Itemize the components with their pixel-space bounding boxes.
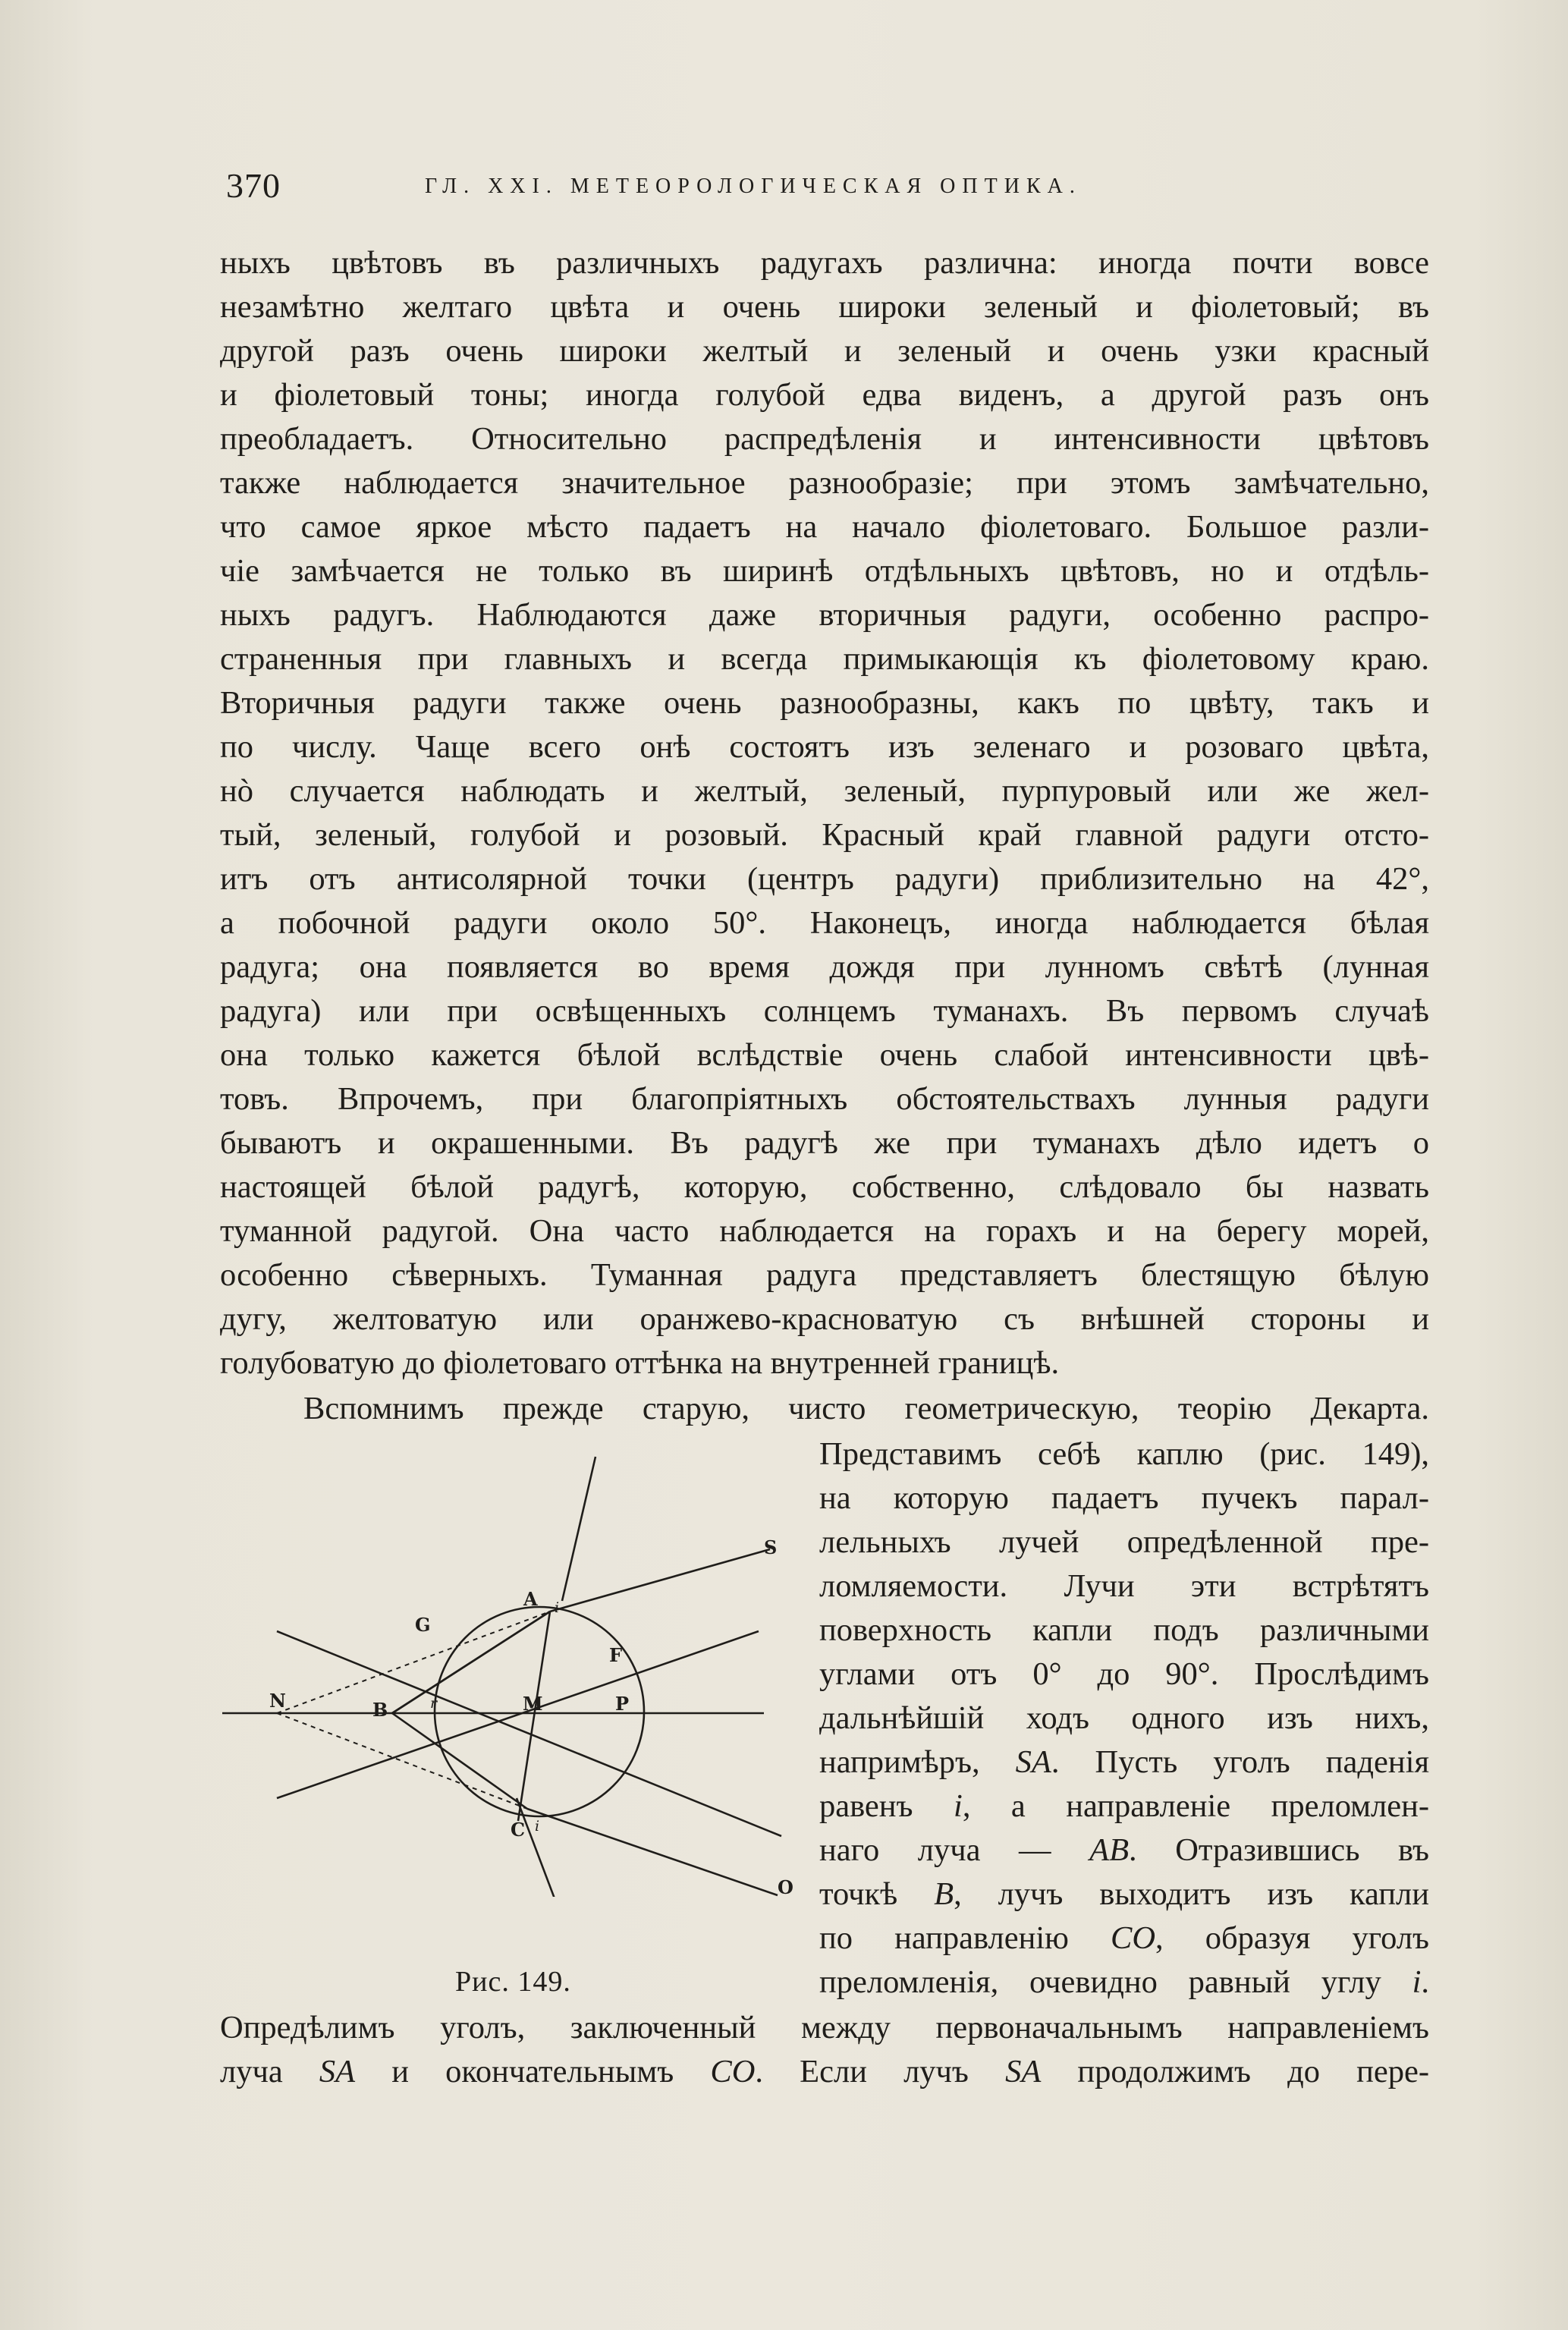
text-line	[220, 2056, 1429, 2089]
math-var: AB	[1089, 1832, 1130, 1868]
text-line: радуга; она появляется во время дождя при лунномъ свѣтѣ (лунная	[220, 949, 1429, 985]
text-line: товъ. Впрочемъ, при благопріятныхъ обстоятельствахъ лунныя радуги	[220, 1081, 1429, 1117]
text-line: другой разъ очень широки желтый и зеленый и очень узки красный	[220, 333, 1429, 369]
text-line: страненныя при главныхъ и всегда примыкающія къ фіолетовому краю.	[220, 641, 1429, 677]
label-a: A	[523, 1588, 538, 1610]
page-number: 370	[226, 166, 281, 205]
figure-caption: Рис. 149.	[455, 1966, 571, 1998]
text-line: Опредѣлимъ уголъ, заключенный между первоначальнымъ направленіемъ	[220, 2010, 1429, 2045]
text-line: итъ отъ антисолярной точки (центръ радуги) приблизительно на 42°,	[220, 861, 1429, 897]
running-title: ГЛ. XXI. МЕТЕОРОЛОГИЧЕСКАЯ ОПТИКА.	[425, 175, 1082, 198]
math-var: B	[934, 1876, 954, 1912]
text-line: чіе замѣчается не только въ ширинѣ отдѣльныхъ цвѣтовъ, но и отдѣль-	[220, 553, 1429, 589]
math-var: i	[1412, 1964, 1422, 2000]
text-line: тый, зеленый, голубой и розовый. Красный край главной радуги отсто-	[220, 817, 1429, 853]
label-f: F	[609, 1644, 623, 1666]
label-c: C	[511, 1819, 526, 1841]
text-line: Вторичныя радуги также очень разнообразны, какъ по цвѣту, такъ и	[220, 685, 1429, 721]
text-run: .	[1421, 1964, 1429, 2000]
text-run: преломленія, очевидно равный углу	[819, 1964, 1412, 2000]
math-var: SA	[1015, 1744, 1051, 1780]
side-text-line	[819, 1964, 1429, 2000]
text-line: что самое яркое мѣсто падаетъ на начало фіолетоваго. Большое разли-	[220, 509, 1429, 545]
incident-ray-sa	[550, 1549, 770, 1612]
label-n: N	[269, 1690, 286, 1712]
text-run: продолжимъ до пере-	[1041, 2054, 1429, 2089]
reflected-ray-bc	[392, 1713, 527, 1809]
side-text-line	[819, 1832, 1429, 1868]
side-text-line	[819, 1788, 1430, 1824]
text-line: настоящей бѣлой радугѣ, которую, собственно, слѣдовало бы назвать	[220, 1169, 1429, 1205]
side-text-line: углами отъ 0° до 90°. Прослѣдимъ	[819, 1656, 1429, 1692]
side-text-line: лельныхъ лучей опредѣленной пре-	[819, 1524, 1429, 1560]
text-run: равенъ	[819, 1788, 954, 1824]
text-run: . Если лучъ	[755, 2054, 1006, 2089]
lower-secant-line	[277, 1631, 781, 1836]
side-text-line: дальнѣйшій ходъ одного изъ нихъ,	[819, 1700, 1429, 1736]
text-line: она только кажется бѣлой вслѣдствіе очень слабой интенсивности цвѣ-	[220, 1037, 1429, 1073]
chord-ac	[518, 1612, 550, 1821]
side-text-line	[819, 1876, 1430, 1912]
label-m: M	[523, 1693, 543, 1715]
label-s: S	[764, 1536, 778, 1558]
text-line: особенно сѣверныхъ. Туманная радуга представляетъ блестящую бѣлую	[220, 1257, 1429, 1293]
text-run: по направленію	[819, 1920, 1111, 1956]
text-run: , а направленіе преломлен-	[962, 1788, 1430, 1824]
side-text-line	[819, 1920, 1430, 1956]
side-text-line: поверхность капли подъ различными	[819, 1612, 1429, 1648]
label-o: O	[778, 1876, 793, 1898]
math-var: CO	[710, 2054, 756, 2089]
text-line: также наблюдается значительное разнообразіе; при этомъ замѣчательно,	[220, 465, 1429, 501]
dotted-line-na	[277, 1612, 550, 1713]
text-line: по числу. Чаще всего онѣ состоятъ изъ зеленаго и розоваго цвѣта,	[220, 729, 1429, 765]
label-angle-i-bottom: i	[535, 1818, 540, 1835]
text-line: а побочной радуги около 50°. Наконецъ, иногда наблюдается бѣлая	[220, 905, 1429, 941]
text-line: радуга) или при освѣщенныхъ солнцемъ туманахъ. Въ первомъ случаѣ	[220, 993, 1429, 1029]
label-b: B	[372, 1699, 388, 1721]
text-run: наго луча —	[819, 1832, 1090, 1868]
upper-secant-line	[277, 1631, 759, 1798]
math-var: CO	[1111, 1920, 1156, 1956]
side-text-line: Представимъ себѣ каплю (рис. 149),	[819, 1436, 1429, 1472]
text-run: луча	[220, 2054, 319, 2089]
rainbow-drop-diagram	[216, 1442, 800, 1897]
math-var: SA	[319, 2054, 356, 2089]
text-line: бываютъ и окрашенными. Въ радугѣ же при туманахъ дѣло идетъ о	[220, 1125, 1429, 1161]
text-line: голубоватую до фіолетоваго оттѣнка на внутренней границѣ.	[220, 1345, 1060, 1381]
text-run: напримѣръ,	[819, 1744, 1016, 1780]
upper-normal-line	[562, 1457, 595, 1601]
page-header	[226, 165, 1334, 211]
text-line: и фіолетовый тоны; иногда голубой едва виденъ, а другой разъ онъ	[220, 377, 1429, 413]
label-p: P	[615, 1693, 630, 1715]
text-run: точкѣ	[819, 1876, 935, 1912]
label-angle-r: r	[430, 1695, 438, 1712]
outgoing-ray-co	[527, 1809, 778, 1895]
text-line: нò случается наблюдать и желтый, зеленый, пурпуровый или же жел-	[220, 773, 1429, 809]
text-run: . Пусть уголъ паденія	[1051, 1744, 1429, 1780]
side-text-line: на которую падаетъ пучекъ парал-	[819, 1480, 1429, 1516]
text-run: , образуя уголъ	[1155, 1920, 1430, 1956]
text-line: туманной радугой. Она часто наблюдается на горахъ и на берегу морей,	[220, 1213, 1429, 1249]
math-var: i	[954, 1788, 963, 1824]
label-angle-i-top: i	[555, 1599, 560, 1616]
text-line: дугу, желтоватую или оранжево-красноватую съ внѣшней стороны и	[220, 1301, 1429, 1337]
label-g: G	[415, 1614, 431, 1636]
text-line: незамѣтно желтаго цвѣта и очень широки зеленый и фіолетовый; въ	[220, 289, 1429, 325]
text-run: , лучъ выходитъ изъ капли	[954, 1876, 1430, 1912]
text-line: ныхъ радугъ. Наблюдаются даже вторичныя радуги, особенно распро-	[220, 597, 1429, 633]
text-line: ныхъ цвѣтовъ въ различныхъ радугахъ различна: иногда почти вовсе	[220, 245, 1429, 281]
text-run: и окончательнымъ	[355, 2054, 711, 2089]
text-run: . Отразившись въ	[1129, 1832, 1429, 1868]
dotted-line-nc	[277, 1713, 527, 1809]
diagram-lines	[216, 1442, 800, 1897]
side-text-line: ломляемости. Лучи эти встрѣтятъ	[819, 1568, 1429, 1604]
side-text-line	[819, 1744, 1429, 1780]
math-var: SA	[1005, 2054, 1042, 2089]
text-line: преобладаетъ. Относительно распредѣленія и интенсивности цвѣтовъ	[220, 421, 1429, 457]
paragraph-first-line: Вспомнимъ прежде старую, чисто геометрическую, теорію Декарта.	[303, 1391, 1429, 1426]
